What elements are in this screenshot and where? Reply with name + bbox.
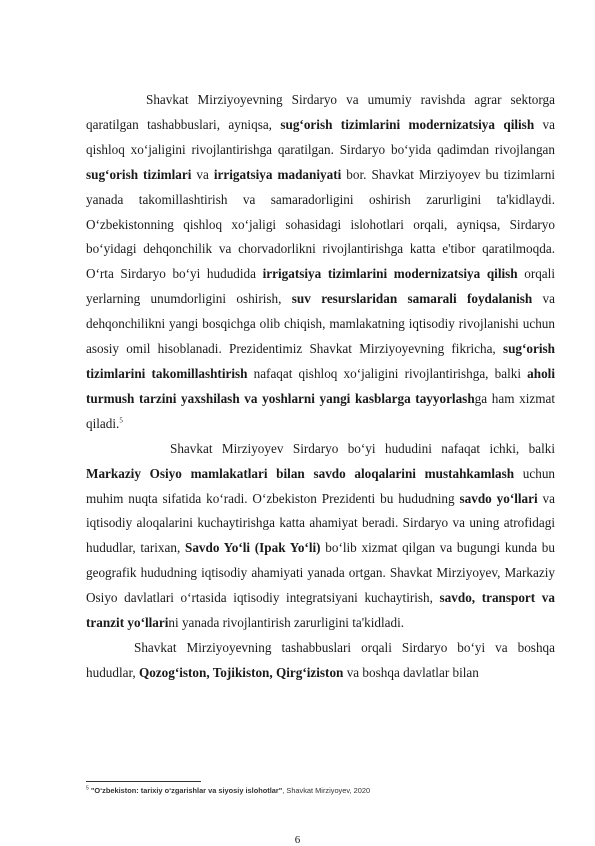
text-run: ga ham xizmat qiladi. [86,390,555,431]
text-run: ni yanada rivojlantirish zarurligini ta'kidladi. [168,615,405,631]
footnote-separator [86,781,201,782]
bold-text: irrigatsiya madaniyati [213,166,342,182]
footnote-ref: 5 [119,416,123,425]
bold-text: savdo yo‘llari [459,490,538,506]
text-run: va boshqa davlatlar bilan [343,664,479,680]
bold-text: Savdo Yo‘li (Ipak Yo‘li) [185,540,321,556]
text-run: orqali yerlarning unumdorligini oshirish, [86,266,555,307]
text-run: Shavkat Mirziyoyevning tashabbuslari orqali Sirdaryo bo‘yi va boshqa hududlar, [86,639,555,680]
bold-text: Qozog‘iston, Tojikiston, Qirg‘iziston [138,664,344,680]
paragraph-1 [86,88,555,437]
paragraph-2 [86,437,555,636]
bold-text: aholi turmush tarzini yaxshilash va yoshlarni yangi kasblarga tayyorlash [86,365,555,406]
text-run: va qishloq xo‘jaligini rivojlantirishga qaratilgan. Sirdaryo bo‘yida qadimdan rivojlangan [86,116,555,157]
text-run: Shavkat Mirziyoyevning Sirdaryo va umumiy ravishda agrar sektorga qaratilgan tashabbuslari, ayniqsa, [86,92,555,132]
text-run: va dehqonchilikni yangi bosqichga olib chiqish, mamlakatning iqtisodiy rivojlanishi uchun asosiy omil hisoblanadi. Prezidentimiz Shavkat Mirziyoyevning fikricha, [86,291,556,357]
text-run: Shavkat Mirziyoyev Sirdaryo bo‘yi hududini nafaqat ichki, balki [170,440,555,456]
text-run: va iqtisodiy aloqalarini kuchaytirishga katta ahamiyat beradi. Sirdaryo va uning atrofidagi hududlar, tarixan, [86,490,555,556]
footnote-number: 5 [86,785,89,792]
text-run: bor. Shavkat Mirziyoyev bu tizimlarni yanada takomillashtirish va samaradorligini oshirish zarurligini ta'kidlaydi. O‘zbekistonning qishloq xo‘jaligi sohasidagi islohotlari orqali, ayniqsa, Sirdaryo bo‘yidagi dehqonchilik va chorvadorlikni rivojlantirishga katta e'tibor qaratilmoqda. O‘rta Sirdaryo bo‘yi hududida [86,166,555,282]
document-body [86,88,555,686]
page-number: 6 [294,834,301,846]
footnote [86,786,556,796]
paragraph-3 [86,636,555,686]
footnote-title: "O‘zbekiston: tarixiy o‘zgarishlar va siyosiy islohotlar" [90,786,283,795]
bold-text: suv resurslaridan samarali foydalanish [291,291,533,307]
bold-text: sug‘orish tizimlarini takomillashtirish [86,341,555,381]
text-run: nafaqat qishloq xo‘jaligini rivojlantirishga, balki [247,365,528,381]
text-run: va [191,166,214,182]
text-run: bo‘lib xizmat qilgan va bugungi kunda bu geografik hududning iqtisodiy ahamiyati yanada ortgan. Shavkat Mirziyoyev, Markaziy Osiyo davlatlari o‘rtasida iqtisodiy integratsiyani kuchaytirish, [86,540,555,606]
bold-text: sug‘orish tizimlarini modernizatsiya qilish [280,116,535,132]
footnote-rest: , Shavkat Mirziyoyev, 2020 [282,786,371,795]
bold-text: sug‘orish tizimlari [86,166,192,182]
text-run: uchun muhim nuqta sifatida ko‘radi. O‘zbekiston Prezidenti bu hududning [86,465,556,506]
bold-text: Markaziy Osiyo mamlakatlari bilan savdo aloqalarini mustahkamlash [86,465,515,481]
bold-text: savdo, transport va tranzit yo‘llari [86,590,555,631]
bold-text: irrigatsiya tizimlarini modernizatsiya qilish [262,266,518,282]
